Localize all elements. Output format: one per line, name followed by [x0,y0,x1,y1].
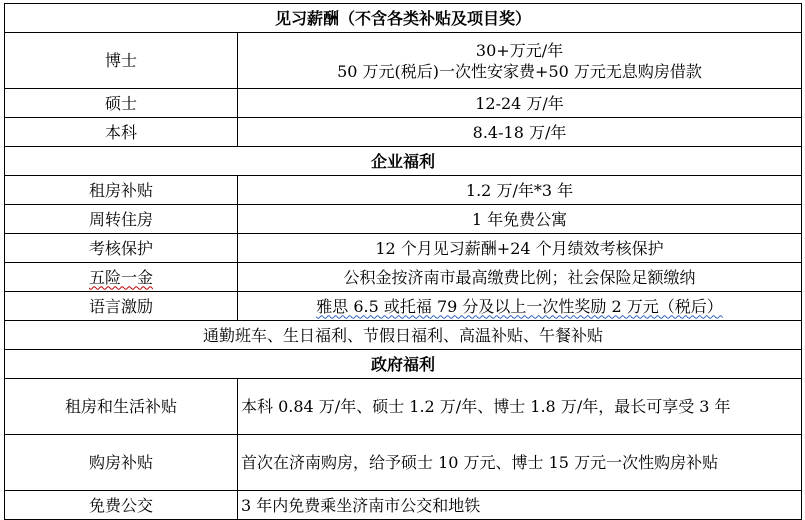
row-label-purchase-subsidy: 购房补贴 [5,435,238,491]
row-label-insurance [5,263,238,292]
language-value-text: 雅思 6.5 或托福 79 分及以上一次性奖励 2 万元（税后） [316,296,723,316]
row-value-insurance: 公积金按济南市最高缴费比例；社会保险足额缴纳 [238,263,802,292]
row-value-living-subsidy: 本科 0.84 万/年、硕士 1.2 万/年、博士 1.8 万/年，最长可享受 3 年 [238,379,802,435]
row-label-phd: 博士 [5,33,238,89]
row-value-phd [238,33,802,89]
section-header-government: 政府福利 [5,350,802,379]
phd-salary-line: 30+万元/年 [475,40,564,60]
section-header-salary: 见习薪酬（不含各类补贴及项目奖） [5,4,802,33]
row-label-bachelor: 本科 [5,118,238,147]
benefits-table [4,3,802,520]
phd-bonus-line: 50 万元(税后)一次性安家费+50 万元无息购房借款 [337,61,702,81]
insurance-label-text: 五险一金 [88,267,153,287]
row-label-free-transit: 免费公交 [5,491,238,520]
row-value-language [238,292,802,321]
row-label-assessment: 考核保护 [5,234,238,263]
row-label-master: 硕士 [5,89,238,118]
row-value-rent-subsidy: 1.2 万/年*3 年 [238,176,802,205]
row-label-housing: 周转住房 [5,205,238,234]
row-label-living-subsidy: 租房和生活补贴 [5,379,238,435]
section-header-enterprise: 企业福利 [5,147,802,176]
row-value-housing: 1 年免费公寓 [238,205,802,234]
row-value-bachelor: 8.4-18 万/年 [238,118,802,147]
row-value-purchase-subsidy: 首次在济南购房，给予硕士 10 万元、博士 15 万元一次性购房补贴 [238,435,802,491]
row-label-language: 语言激励 [5,292,238,321]
row-value-assessment: 12 个月见习薪酬+24 个月绩效考核保护 [238,234,802,263]
row-value-master: 12-24 万/年 [238,89,802,118]
row-label-rent-subsidy: 租房补贴 [5,176,238,205]
row-value-free-transit: 3 年内免费乘坐济南市公交和地铁 [238,491,802,520]
other-benefits: 通勤班车、生日福利、节假日福利、高温补贴、午餐补贴 [5,321,802,350]
